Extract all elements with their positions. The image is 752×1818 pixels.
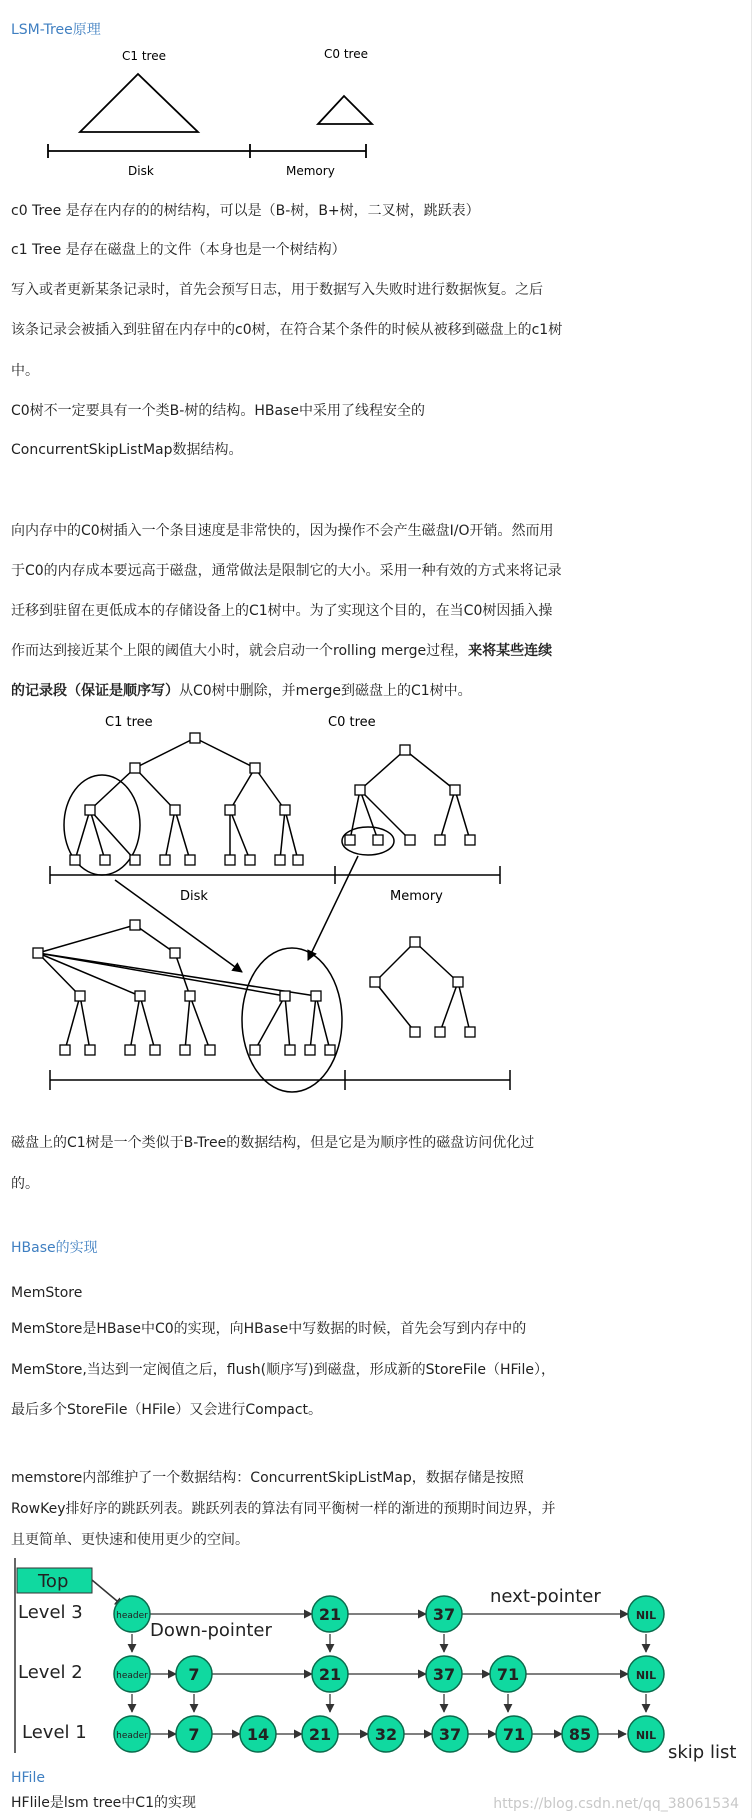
down-pointer-label: Down-pointer <box>150 1620 272 1641</box>
skip-node-value: 37 <box>438 1725 462 1744</box>
skip-node-value: 32 <box>374 1725 398 1744</box>
text-line: MemStore <box>11 1285 83 1301</box>
text-line: 磁盘上的C1树是一个类似于B-Tree的数据结构，但是它是为顺序性的磁盘访问优化过 <box>11 1135 535 1151</box>
next-pointer-label: next-pointer <box>490 1586 601 1607</box>
text-line: HFlile是lsm tree中C1的实现 <box>11 1795 196 1811</box>
text-normal: 从C0树中删除，并merge到磁盘上的C1树中。 <box>179 683 472 699</box>
text-line: 写入或者更新某条记录时，首先会预写日志，用于数据写入失败时进行数据恢复。之后 <box>11 282 543 298</box>
skip-list-figure <box>10 1558 740 1768</box>
heading-hbase[interactable]: HBase的实现 <box>11 1240 98 1256</box>
text-line: MemStore,当达到一定阀值之后，flush(顺序写)到磁盘，形成新的StoreFile（HFile）， <box>11 1362 555 1378</box>
fig1-c1-label: C1 tree <box>122 49 166 63</box>
lsm-overview-figure <box>40 44 440 184</box>
fig1-disk-label: Disk <box>128 164 154 178</box>
header-label: header <box>116 1731 148 1741</box>
text-line: ConcurrentSkipListMap数据结构。 <box>11 442 243 458</box>
fig2-c0-label: C0 tree <box>328 715 376 730</box>
fig2-disk-label: Disk <box>180 889 208 904</box>
text-line: MemStore是HBase中C0的实现，向HBase中写数据的时候，首先会写到内存中的 <box>11 1321 527 1337</box>
rolling-merge-figure <box>30 710 530 1110</box>
skip-node-value: 37 <box>432 1665 456 1684</box>
text-bold: 来将某些连续 <box>468 643 553 659</box>
level1-label: Level 1 <box>22 1722 87 1743</box>
skip-node-value: 14 <box>246 1725 270 1744</box>
nil-label: NIL <box>635 1609 657 1622</box>
fig1-memory-label: Memory <box>286 164 335 178</box>
text-bold: 的记录段（保证是顺序写） <box>11 683 179 699</box>
skip-node-value: 71 <box>496 1665 520 1684</box>
text-line: 向内存中的C0树插入一个条目速度是非常快的，因为操作不会产生磁盘I/O开销。然而用 <box>11 523 554 539</box>
text-line: c1 Tree 是存在磁盘上的文件（本身也是一个树结构） <box>11 242 346 258</box>
fig1-c0-label: C0 tree <box>324 47 368 61</box>
text-line <box>11 641 611 661</box>
skip-node-value: 7 <box>188 1725 200 1744</box>
text-line: C0树不一定要具有一个类B-树的结构。HBase中采用了线程安全的 <box>11 403 425 419</box>
text-normal: 作而达到接近某个上限的阈值大小时，就会启动一个rolling merge过程， <box>11 643 469 659</box>
heading-lsm-tree[interactable]: LSM-Tree原理 <box>11 22 101 38</box>
text-line: 且更简单、更快速和使用更少的空间。 <box>11 1532 249 1548</box>
nil-label: NIL <box>635 1669 657 1682</box>
text-line: 于C0的内存成本要远高于磁盘，通常做法是限制它的大小。采用一种有效的方式来将记录 <box>11 563 562 579</box>
level2-label: Level 2 <box>18 1662 83 1683</box>
text-line: 中。 <box>11 363 39 379</box>
text-line <box>11 681 611 701</box>
skip-node-value: 21 <box>318 1665 342 1684</box>
level3-label: Level 3 <box>18 1602 83 1623</box>
fig2-c1-label: C1 tree <box>105 715 153 730</box>
skip-node-value: 37 <box>432 1605 456 1624</box>
text-line: 的。 <box>11 1176 39 1192</box>
c1-tree-triangle <box>80 74 198 132</box>
text-line: 迁移到驻留在更低成本的存储设备上的C1树中。为了实现这个目的，在当C0树因插入操 <box>11 603 553 619</box>
skip-node-value: 21 <box>308 1725 332 1744</box>
fig2-memory-label: Memory <box>390 889 443 904</box>
skip-node-value: 7 <box>188 1665 200 1684</box>
text-line: memstore内部维护了一个数据结构：ConcurrentSkipListMap，数据存储是按照 <box>11 1470 524 1486</box>
header-label: header <box>116 1611 148 1621</box>
blog-watermark: https://blog.csdn.net/qq_38061534 <box>493 1796 739 1812</box>
header-label: header <box>116 1671 148 1681</box>
text-line: 该条记录会被插入到驻留在内存中的c0树，在符合某个条件的时候从被移到磁盘上的c1树 <box>11 322 563 338</box>
skip-node-value: 21 <box>318 1605 342 1624</box>
top-label: Top <box>38 1571 69 1592</box>
skip-list-caption: skip list <box>668 1742 737 1763</box>
heading-hfile[interactable]: HFile <box>11 1770 45 1786</box>
skip-node-value: 71 <box>502 1725 526 1744</box>
skip-node-value: 85 <box>568 1725 592 1744</box>
nil-label: NIL <box>635 1729 657 1742</box>
text-line: 最后多个StoreFile（HFile）又会进行Compact。 <box>11 1402 323 1418</box>
text-line: c0 Tree 是存在内存的的树结构，可以是（B-树，B+树，二叉树，跳跃表） <box>11 203 480 219</box>
c0-tree-triangle <box>318 96 372 124</box>
text-line: RowKey排好序的跳跃列表。跳跃列表的算法有同平衡树一样的渐进的预期时间边界，并 <box>11 1501 556 1517</box>
